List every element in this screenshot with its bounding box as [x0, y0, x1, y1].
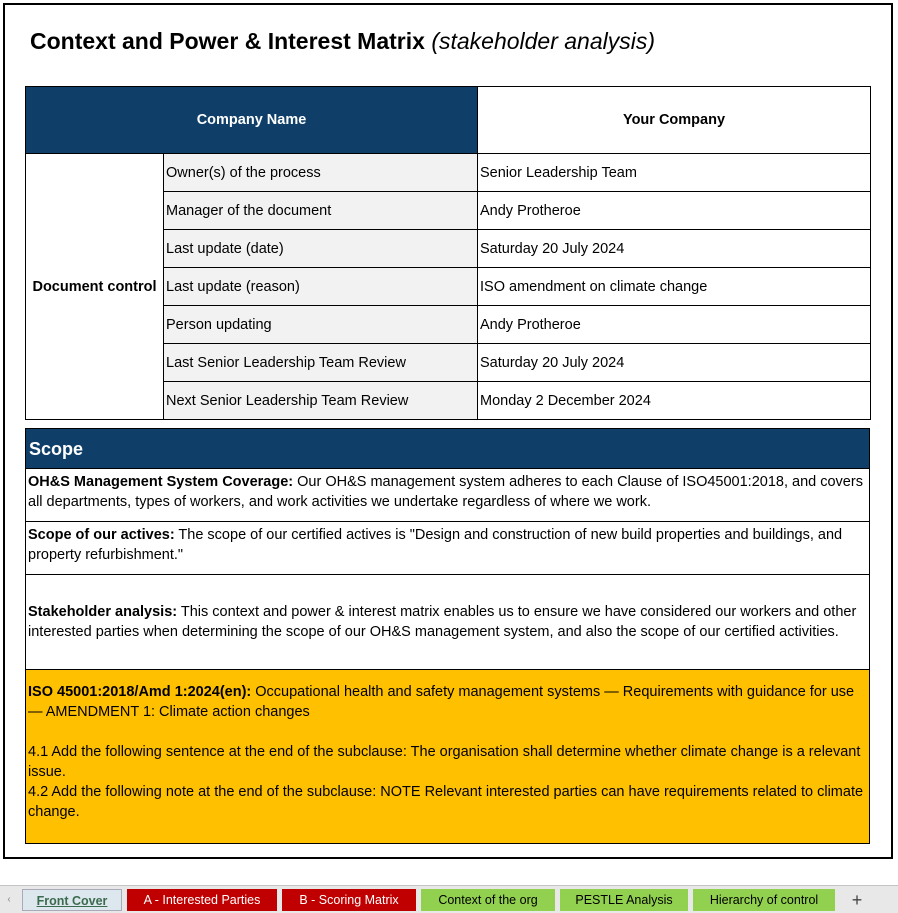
dc-value-owner[interactable]: Senior Leadership Team	[478, 154, 871, 192]
dc-key-last-review[interactable]: Last Senior Leadership Team Review	[164, 344, 478, 382]
page-title	[30, 28, 655, 55]
dc-key-owner[interactable]: Owner(s) of the process	[164, 154, 478, 192]
tab-hierarchy-of-control[interactable]: Hierarchy of control	[693, 889, 835, 911]
iso-clause-4-2: 4.2 Add the following note at the end of the subclause: NOTE Relevant interested parties can have requirements related to climate change.	[28, 784, 864, 820]
dc-value-manager[interactable]: Andy Protheroe	[478, 192, 871, 230]
stakeholder-label: Stakeholder analysis:	[28, 604, 178, 620]
dc-value-person-updating[interactable]: Andy Protheroe	[478, 306, 871, 344]
company-name-value[interactable]: Your Company	[478, 87, 871, 154]
dc-value-last-update-date[interactable]: Saturday 20 July 2024	[478, 230, 871, 268]
company-name-label[interactable]: Company Name	[26, 87, 478, 154]
stakeholder-text: This context and power & interest matrix enables us to ensure we have considered our workers and other interested parties when determining the scope of our OH&S management system, and also the scope of our certified activities.	[28, 604, 857, 640]
coverage-text: Our OH&S management system adheres to each Clause of ISO45001:2018, and covers all departments, types of workers, and work activities we undertake regardless of where we work.	[28, 474, 863, 510]
dc-key-person-updating[interactable]: Person updating	[164, 306, 478, 344]
actives-label: Scope of our actives:	[28, 527, 175, 543]
dc-value-last-review[interactable]: Saturday 20 July 2024	[478, 344, 871, 382]
actives-text: The scope of our certified actives is "Design and construction of new build properties and buildings, and property refurbishment."	[28, 527, 843, 563]
tab-scroll-left-icon[interactable]: ‹	[7, 894, 11, 905]
coverage-label: OH&S Management System Coverage:	[28, 474, 294, 490]
tab-interested-parties[interactable]: A - Interested Parties	[127, 889, 277, 911]
title-main: Context and Power & Interest Matrix	[30, 28, 425, 54]
add-sheet-plus-icon[interactable]: +	[851, 890, 863, 910]
tab-context-of-org[interactable]: Context of the org	[421, 889, 555, 911]
scope-stakeholder-cell[interactable]	[26, 575, 870, 670]
dc-key-manager[interactable]: Manager of the document	[164, 192, 478, 230]
scope-iso-amendment-cell[interactable]	[26, 670, 870, 844]
scope-heading[interactable]: Scope	[26, 429, 870, 469]
tab-front-cover[interactable]: Front Cover	[22, 889, 122, 911]
iso-amendment-title	[28, 682, 867, 722]
sheet-tab-bar	[0, 885, 898, 913]
tab-scoring-matrix[interactable]: B - Scoring Matrix	[282, 889, 416, 911]
scope-table	[25, 428, 870, 844]
dc-value-last-update-reason[interactable]: ISO amendment on climate change	[478, 268, 871, 306]
scope-actives-cell[interactable]	[26, 522, 870, 575]
iso-clause-4-1: 4.1 Add the following sentence at the end of the subclause: The organisation shall determine whether climate change is a relevant issue.	[28, 744, 861, 780]
iso-label: ISO 45001:2018/Amd 1:2024(en):	[28, 684, 252, 700]
document-control-table	[25, 86, 871, 420]
dc-key-last-update-reason[interactable]: Last update (reason)	[164, 268, 478, 306]
dc-key-next-review[interactable]: Next Senior Leadership Team Review	[164, 382, 478, 420]
iso-text: Occupational health and safety management systems — Requirements with guidance for use — AMENDMENT 1: Climate action changes	[28, 684, 855, 720]
document-control-label[interactable]: Document control	[26, 154, 164, 420]
tab-pestle-analysis[interactable]: PESTLE Analysis	[560, 889, 688, 911]
dc-key-last-update-date[interactable]: Last update (date)	[164, 230, 478, 268]
scope-coverage-cell[interactable]	[26, 469, 870, 522]
title-sub: (stakeholder analysis)	[431, 28, 656, 54]
dc-value-next-review[interactable]: Monday 2 December 2024	[478, 382, 871, 420]
